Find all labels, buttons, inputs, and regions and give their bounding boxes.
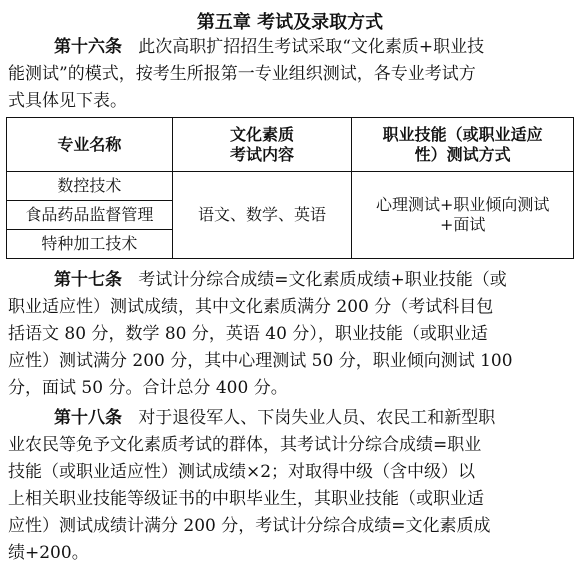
table-header-row: [7, 118, 574, 172]
article17-text-1: 考试计分综合成绩=文化素质成绩+职业技能（或: [138, 270, 507, 290]
article17-label: 第十七条: [54, 270, 122, 290]
article17-line-2: 职业适应性）测试成绩，其中文化素质满分 200 分（考试科目包: [8, 297, 494, 317]
skill-method-line-1: 心理测试+职业倾向测试: [375, 195, 550, 214]
table-row: [7, 172, 574, 201]
skill-method-cell: [352, 172, 574, 259]
article18-label: 第十八条: [54, 408, 122, 428]
chapter-title: 第五章 考试及录取方式: [196, 12, 384, 33]
exam-method-table: [6, 117, 574, 259]
header-skill: [352, 118, 574, 172]
article16-line-1: [54, 37, 484, 57]
article16-line-2: 能测试”的模式，按考生所报第一专业组织测试，各专业考试方: [8, 64, 476, 84]
header-culture-line-2: 考试内容: [230, 144, 295, 164]
article16-text-1: 此次高职扩招招生考试采取“文化素质+职业技: [138, 37, 485, 57]
header-major: 专业名称: [7, 118, 173, 172]
article17-line-5: 分，面试 50 分。合计总分 400 分。: [8, 378, 288, 398]
article18-line-5: 应性）测试成绩计满分 200 分，考试计分综合成绩=文化素质成: [8, 516, 491, 536]
article18-line-2: 业农民等免予文化素质考试的群体，其考试计分综合成绩=职业: [8, 435, 482, 455]
skill-method-line-2: +面试: [439, 215, 486, 234]
major-cell: 特种加工技术: [7, 230, 173, 259]
article16-line-3: 式具体见下表。: [8, 91, 127, 111]
article18-line-1: [54, 408, 495, 428]
header-culture: [172, 118, 352, 172]
article16-label: 第十六条: [54, 37, 122, 57]
header-skill-line-1: 职业技能（或职业适应: [382, 124, 543, 144]
article18-line-6: 绩+200。: [8, 543, 89, 563]
header-skill-line-2: 性）测试方式: [414, 144, 511, 164]
article17-line-4: 应性）测试满分 200 分，其中心理测试 50 分，职业倾向测试 100: [8, 351, 513, 371]
culture-content-cell: 语文、数学、英语: [172, 172, 352, 259]
article18-line-4: 上相关职业技能等级证书的中职毕业生，其职业技能（或职业适: [8, 489, 484, 509]
major-cell: 食品药品监督管理: [7, 201, 173, 230]
header-culture-line-1: 文化素质: [230, 124, 295, 144]
article17-line-1: [54, 270, 507, 290]
article17-line-3: 括语文 80 分，数学 80 分，英语 40 分），职业技能（或职业适: [8, 324, 488, 344]
article18-line-3: 技能（或职业适应性）测试成绩×2；对取得中级（含中级）以: [8, 462, 476, 482]
article18-text-1: 对于退役军人、下岗失业人员、农民工和新型职: [138, 408, 496, 428]
major-cell: 数控技术: [7, 172, 173, 201]
